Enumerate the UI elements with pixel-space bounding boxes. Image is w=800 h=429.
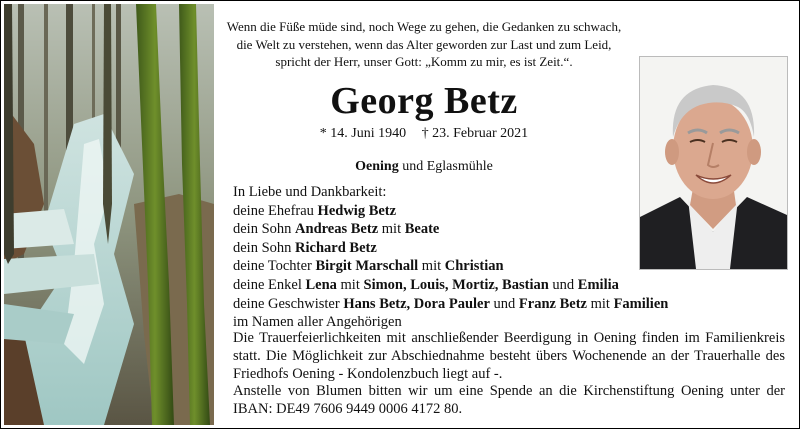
mourner-name: Birgit Marschall: [315, 258, 419, 275]
mourner-row: [233, 276, 793, 295]
mourner-relation: dein Sohn: [233, 221, 296, 238]
birth-date: * 14. Juni 1940: [319, 126, 407, 141]
mourner-relation: deine Enkel: [233, 276, 306, 293]
mourner-relation: mit: [336, 276, 364, 293]
mourner-relation: mit: [586, 295, 614, 312]
mourner-relation: deine Geschwister: [233, 295, 344, 312]
mourner-name: Andreas Betz: [295, 221, 379, 238]
mourner-row: [233, 202, 793, 221]
funeral-details: Die Trauerfeierlichkeiten mit anschließender Beerdigung in Oening finden im Familienkreis statt. Die Möglichkeit zur Abschiednahme besteht übers Wochenende an der Trauerhalle des Friedhofs Oening - Kondolenzbuch liegt auf -.: [233, 330, 785, 382]
hometown-bold: Oening: [355, 159, 399, 174]
forest-waterfall-photo: [4, 4, 214, 425]
hometown-rest: und Eglasmühle: [398, 159, 493, 174]
mourner-relation: mit: [378, 221, 405, 238]
mourner-row: [233, 257, 793, 276]
mourner-row: [233, 220, 793, 239]
quote-line: Wenn die Füße müde sind, noch Wege zu gehen, die Gedanken zu schwach,: [226, 19, 622, 34]
mourner-name: Richard Betz: [295, 239, 377, 256]
mourner-row: [233, 239, 793, 258]
life-dates: [219, 125, 629, 143]
mourners-list: [233, 183, 793, 332]
mourner-name: Familien: [613, 295, 669, 312]
bible-quote: [219, 18, 629, 71]
hometown: [219, 158, 629, 176]
mourner-name: Franz Betz: [518, 295, 587, 312]
deceased-name: Georg Betz: [330, 80, 518, 122]
mourner-relation: dein Sohn: [233, 239, 296, 256]
mourner-name: Beate: [404, 221, 440, 238]
mourner-name: Lena: [305, 276, 337, 293]
donation-request: Anstelle von Blumen bitten wir um eine Spende an die Kirchenstiftung Oening unter der IBAN: DE49 7606 9449 0006 4172 80.: [233, 383, 785, 418]
mourner-name: Simon, Louis, Mortiz, Bastian: [363, 276, 549, 293]
death-date: † 23. Februar 2021: [421, 126, 529, 141]
funeral-information: [233, 330, 785, 419]
mourner-name: Hans Betz, Dora Pauler: [343, 295, 490, 312]
mourner-relation: und: [489, 295, 519, 312]
mourner-relation: deine Tochter: [233, 258, 316, 275]
mourner-row: [233, 313, 793, 332]
quote-line: spricht der Herr, unser Gott: „Komm zu mir, es ist Zeit.“.: [275, 54, 573, 69]
mourners-intro: In Liebe und Dankbarkeit:: [233, 184, 387, 200]
mourner-name: Emilia: [577, 276, 619, 293]
mourner-row: [233, 295, 793, 314]
mourner-relation: und: [548, 276, 578, 293]
mourner-name: Hedwig Betz: [317, 202, 397, 219]
mourner-rows: [233, 202, 793, 332]
mourner-relation: deine Ehefrau: [233, 202, 318, 219]
quote-line: die Welt zu verstehen, wenn das Alter geworden zur Last und zum Leid,: [236, 36, 612, 52]
mourner-relation: im Namen aller Angehörigen: [233, 314, 402, 331]
mourner-name: Christian: [444, 258, 504, 275]
mourner-relation: mit: [418, 258, 445, 275]
